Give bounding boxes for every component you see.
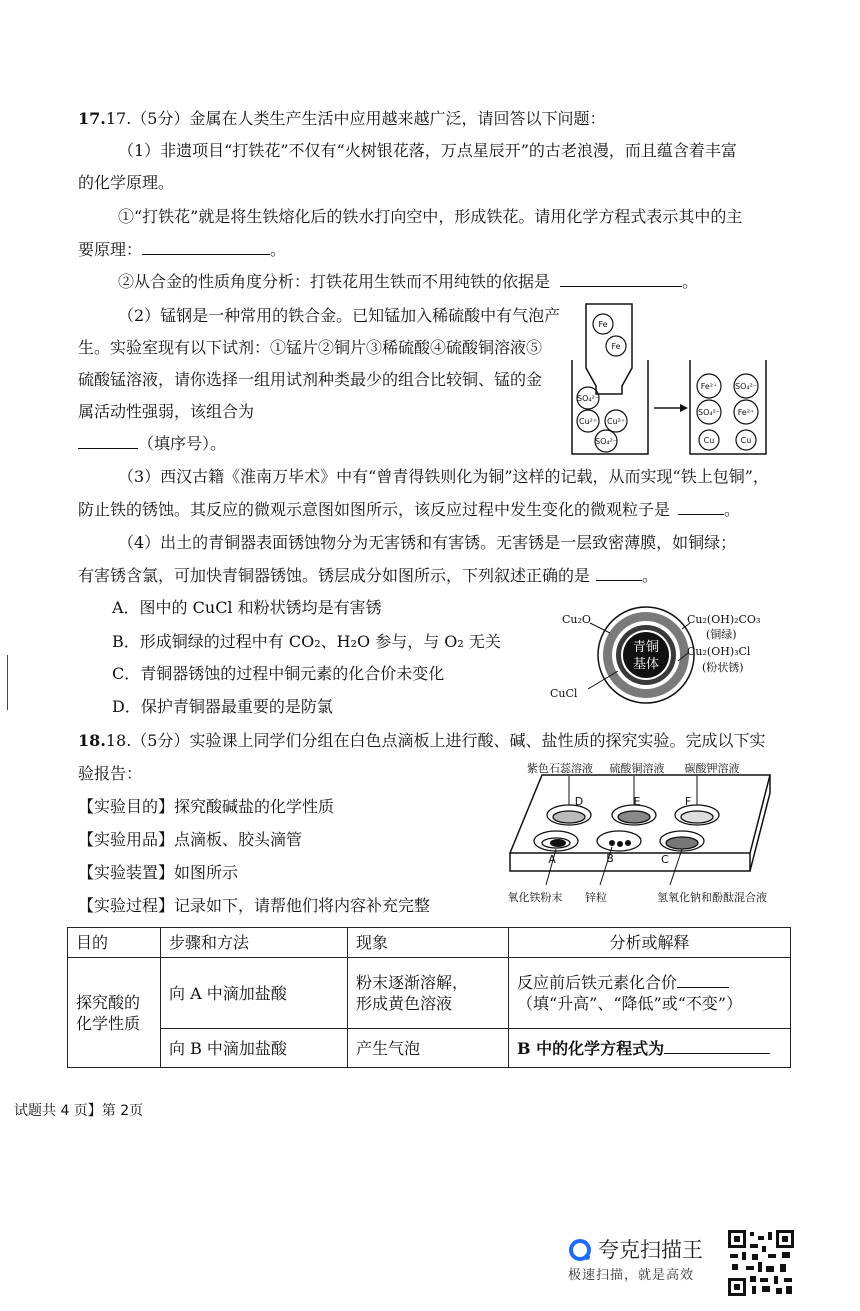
analysis-cell	[509, 958, 791, 1029]
experiment-device: 【实验装置】如图所示	[78, 863, 239, 882]
q17-sub2	[118, 272, 698, 292]
period: 。	[682, 272, 699, 291]
header-analysis: 分析或解释	[509, 928, 791, 958]
answer-blank-particles[interactable]	[678, 500, 724, 515]
sulfate-ion-label: SO₄²⁻	[734, 382, 758, 391]
naoh-phenolphthalein-label: 氢氧化钠和酚酞混合液	[657, 891, 767, 904]
table-row	[68, 1029, 791, 1068]
q17-sub1-line2	[78, 240, 286, 260]
bronze-rust-diagram	[540, 605, 780, 705]
qr-code-icon	[728, 1230, 794, 1296]
q17-part2-line5	[78, 434, 226, 454]
iron-ion-label: Fe²⁺	[700, 382, 718, 391]
copper-atom-label: Cu	[703, 436, 715, 445]
answer-blank-valence[interactable]	[677, 973, 729, 988]
answer-blank-alloy[interactable]	[560, 272, 682, 287]
experiment-process: 【实验过程】记录如下，请帮他们将内容补充完整	[78, 896, 431, 915]
option-d[interactable]: D．保护青铜器最重要的是防氯	[112, 697, 333, 716]
q17-sub1-line1: ①“打铁花”就是将生铁熔化后的铁水打向空中，形成铁花。请用化学方程式表示其中的主	[118, 207, 743, 226]
bronze-core-label: 青铜	[632, 640, 660, 655]
micro-reaction-diagram	[568, 300, 776, 460]
option-b[interactable]: B．形成铜绿的过程中有 CO₂、H₂O 参与，与 O₂ 无关	[112, 632, 501, 651]
analysis-text: 反应前后铁元素化合价	[517, 973, 678, 992]
analysis-text: B 中的化学方程式为	[517, 1038, 665, 1058]
period: 。	[724, 500, 741, 519]
well-d-label: D	[574, 795, 584, 808]
observation-cell: 产生气泡	[348, 1029, 509, 1068]
q17-part2-line1: （2）锰钢是一种常用的铁合金。已知锰加入稀硫酸中有气泡产	[118, 306, 561, 325]
bronze-core-label: 基体	[632, 657, 660, 672]
fe-atom-label: Fe	[611, 342, 621, 351]
fe-atom-label: Fe	[598, 320, 608, 329]
brand-name: 夸克扫描王	[598, 1238, 703, 1262]
page-footer: 试题共 4 页】第 2页	[14, 1103, 144, 1119]
q18-heading: 18.18.（5分）实验课上同学们分组在白色点滴板上进行酸、碱、盐性质的探究实验。完成以下实	[78, 731, 766, 750]
observation-line: 粉末逐渐溶解，	[356, 973, 469, 992]
period: 。	[642, 566, 659, 585]
q17-part2-line4: 属活动性强弱，该组合为	[78, 402, 255, 421]
iron-ion-label: Fe²⁺	[737, 408, 755, 417]
spot-plate-diagram	[500, 755, 785, 915]
answer-blank-equation[interactable]	[142, 240, 270, 255]
sulfate-ion-label: SO₄²⁻	[594, 437, 618, 446]
well-a-label: A	[548, 853, 556, 866]
q17-part1-line1: （1）非遗项目“打铁花”不仅有“火树银花落，万点星辰开”的古老浪漫，而且蕴含着丰富	[118, 141, 737, 160]
q17-part4-text: 有害锈含氯，可加快青铜器锈蚀。锈层成分如图所示，下列叙述正确的是	[78, 566, 591, 585]
analysis-hint: （填“升高”、“降低”或“不变”）	[517, 994, 743, 1013]
q17-part3-line1: （3）西汉古籍《淮南万毕术》中有“曾青得铁则化为铜”这样的记载，从而实现“铁上包铜”，	[118, 467, 769, 486]
q17-part3-text: 防止铁的锈蚀。其反应的微观示意图如图所示，该反应过程中发生变化的微观粒子是	[78, 500, 671, 519]
copper-ion-label: Cu²⁺	[606, 417, 626, 426]
q17-part2-hint: （填序号）。	[138, 434, 227, 453]
copper-atom-label: Cu	[740, 436, 752, 445]
q17-part3-line2	[78, 500, 740, 520]
well-b-label: B	[606, 852, 614, 865]
well-c-label: C	[661, 853, 669, 866]
observation-line: 形成黄色溶液	[356, 994, 453, 1013]
sulfate-ion-label: SO₄²⁻	[576, 394, 600, 403]
well-f-label: F	[684, 795, 692, 808]
potassium-carbonate-label: 碳酸钾溶液	[684, 762, 740, 775]
header-purpose: 目的	[68, 928, 161, 958]
period: 。	[270, 240, 287, 259]
copper-sulfate-label: 硫酸铜溶液	[609, 762, 665, 775]
scan-margin-mark	[7, 655, 8, 710]
experiment-table	[67, 927, 791, 1068]
q18-heading-line2: 验报告：	[78, 764, 143, 783]
analysis-cell	[509, 1029, 791, 1068]
sulfate-ion-label: SO₄²⁻	[697, 408, 721, 417]
powdery-rust-formula: Cu₂(OH)₃Cl	[687, 645, 751, 658]
q17-part4-line2	[78, 566, 658, 586]
option-c[interactable]: C．青铜器锈蚀的过程中铜元素的化合价未变化	[112, 664, 445, 683]
q17-part2-line3: 硫酸锰溶液，请你选择一组用试剂种类最少的组合比较铜、锰的金	[78, 370, 543, 389]
answer-blank-reagents[interactable]	[78, 434, 138, 449]
q17-heading: 17.17.（5分）金属在人类生产生活中应用越来越广泛，请回答以下问题：	[78, 109, 606, 128]
q18-heading-text: 18.（5分）实验课上同学们分组在白色点滴板上进行酸、碱、盐性质的探究实验。完成以下实	[105, 731, 766, 750]
cucl-label: CuCl	[550, 687, 578, 700]
purpose-cell: 探究酸的化学性质	[68, 958, 161, 1068]
scanner-watermark	[568, 1234, 703, 1283]
iron-oxide-label: 氧化铁粉末	[507, 891, 563, 904]
q17-part2-line2: 生。实验室现有以下试剂：①锰片②铜片③稀硫酸④硫酸铜溶液⑤	[78, 338, 543, 357]
q17-sub1-prompt: 要原理：	[78, 240, 143, 259]
litmus-solution-label: 紫色石蕊溶液	[527, 762, 593, 775]
experiment-purpose: 【实验目的】探究酸碱盐的化学性质	[78, 797, 335, 816]
experiment-supplies: 【实验用品】点滴板、胶头滴管	[78, 830, 303, 849]
powdery-rust-label: (粉状锈)	[702, 661, 744, 674]
header-steps: 步骤和方法	[161, 928, 348, 958]
table-row	[68, 958, 791, 1029]
quark-logo-icon	[568, 1238, 592, 1262]
well-e-label: E	[633, 795, 641, 808]
cu2o-label: Cu₂O	[562, 613, 591, 626]
answer-blank-equation-b[interactable]	[664, 1039, 770, 1054]
observation-cell	[348, 958, 509, 1029]
step-cell: 向 B 中滴加盐酸	[161, 1029, 348, 1068]
header-observation: 现象	[348, 928, 509, 958]
step-cell: 向 A 中滴加盐酸	[161, 958, 348, 1029]
brand-slogan: 极速扫描，就是高效	[568, 1268, 695, 1283]
copper-ion-label: Cu²⁺	[578, 417, 598, 426]
q17-part4-line1: （4）出土的青铜器表面锈蚀物分为无害锈和有害锈。无害锈是一层致密薄膜，如铜绿；	[118, 533, 737, 552]
zinc-label: 锌粒	[585, 891, 607, 904]
q17-heading-text: 17.（5分）金属在人类生产生活中应用越来越广泛，请回答以下问题：	[105, 109, 606, 128]
option-a[interactable]: A．图中的 CuCl 和粉状锈均是有害锈	[112, 598, 382, 617]
q17-sub2-text: ②从合金的性质角度分析：打铁花用生铁而不用纯铁的依据是	[118, 272, 551, 291]
table-header-row	[68, 928, 791, 958]
answer-blank-choice[interactable]	[596, 566, 642, 581]
verdigris-label: (铜绿)	[706, 628, 737, 641]
q17-part1-line2: 的化学原理。	[78, 173, 175, 192]
verdigris-formula: Cu₂(OH)₂CO₃	[687, 613, 761, 626]
